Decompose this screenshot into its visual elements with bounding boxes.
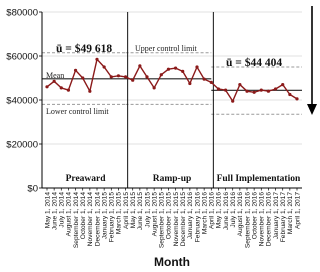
x-tick-label: January 1, 2015: [101, 192, 109, 240]
x-tick-label: April 1, 2015: [122, 192, 130, 230]
data-point: [88, 90, 91, 93]
phase-label: Ramp-up: [152, 174, 192, 184]
x-tick-label: July 1, 2014: [58, 192, 66, 228]
lcl-annotation: Lower control limit: [46, 107, 109, 116]
x-tick-label: July 1, 2016: [230, 192, 238, 228]
desired-direction: [307, 6, 320, 115]
data-point: [174, 67, 177, 70]
x-tick-label: May 1, 2016: [215, 192, 223, 229]
data-point: [274, 87, 277, 90]
x-tick-label: December 1, 2014: [94, 192, 102, 247]
x-tick-label: September 1, 2015: [158, 192, 166, 249]
data-point: [288, 93, 291, 96]
x-tick-label: May 1, 2014: [44, 192, 52, 229]
x-tick-label: October 1, 2015: [165, 192, 173, 240]
x-tick-label: January 1, 2016: [187, 192, 195, 240]
y-axis-ticks: [6, 8, 42, 195]
x-tick-label: February 1, 2016: [194, 192, 202, 243]
x-tick-label: March 1, 2015: [115, 192, 123, 235]
mean-annotation-preaward: ū = $49 618: [56, 43, 113, 55]
x-tick-label: July 1, 2015: [144, 192, 152, 228]
x-tick-label: June 1, 2016: [222, 192, 230, 231]
data-point: [60, 86, 63, 89]
data-point: [210, 81, 213, 84]
mean-annotation-full: ū = $44 404: [226, 57, 283, 69]
data-point: [281, 83, 284, 86]
grid-lines: [42, 12, 302, 144]
x-tick-label: June 1, 2015: [137, 192, 145, 231]
x-tick-label: October 1, 2016: [251, 192, 259, 240]
x-tick-label: November 1, 2015: [172, 192, 180, 247]
data-point: [117, 74, 120, 77]
data-point: [167, 68, 170, 71]
x-tick-label: December 1, 2015: [180, 192, 188, 247]
data-point: [267, 90, 270, 93]
data-point: [181, 70, 184, 73]
x-tick-label: April 1, 2016: [208, 192, 216, 230]
x-tick-label: August 1, 2016: [237, 192, 245, 237]
x-tick-label: April 1, 2017: [294, 192, 302, 230]
x-tick-label: October 1, 2014: [80, 192, 88, 240]
phase-labels: [66, 174, 301, 184]
x-tick-label: June 1, 2014: [51, 192, 59, 231]
phase-label: Full Implementation: [216, 174, 301, 184]
data-point: [45, 85, 48, 88]
x-tick-label: November 1, 2014: [87, 192, 95, 247]
data-point: [124, 75, 127, 78]
data-point: [238, 83, 241, 86]
x-tick-label: August 1, 2015: [151, 192, 159, 237]
x-tick-label: March 1, 2017: [287, 192, 295, 235]
data-point: [81, 76, 84, 79]
data-point: [195, 65, 198, 68]
y-tick-label: $0: [27, 183, 38, 195]
data-point: [145, 75, 148, 78]
x-tick-label: November 1, 2016: [258, 192, 266, 247]
data-point: [131, 79, 134, 82]
phase-means: [42, 79, 302, 90]
data-point: [231, 100, 234, 103]
x-tick-label: February 1, 2017: [280, 192, 288, 243]
data-point: [160, 73, 163, 76]
data-point: [224, 89, 227, 92]
data-point: [138, 64, 141, 67]
x-tick-label: August 1, 2014: [65, 192, 73, 237]
y-tick-label: $20000: [6, 139, 38, 151]
phase-label: Preaward: [65, 174, 106, 184]
data-point: [74, 69, 77, 72]
x-tick-label: September 1, 2014: [72, 192, 80, 249]
y-tick-label: $40000: [6, 95, 38, 107]
ucl-annotation: Upper control limit: [135, 44, 197, 53]
x-tick-label: September 1, 2016: [244, 192, 252, 249]
x-axis-label: Month: [154, 255, 190, 269]
x-axis-ticks: [44, 188, 301, 248]
data-point: [260, 89, 263, 92]
x-tick-label: May 1, 2015: [130, 192, 138, 229]
data-point: [153, 86, 156, 89]
mean-annotation: Mean: [46, 71, 65, 80]
x-tick-label: February 1, 2015: [108, 192, 116, 243]
data-point: [295, 97, 298, 100]
x-tick-label: March 1, 2016: [201, 192, 209, 235]
x-tick-label: December 1, 2016: [265, 192, 273, 247]
x-tick-label: January 1, 2017: [272, 192, 280, 240]
direction-arrow-head: [307, 104, 317, 115]
data-point: [217, 87, 220, 90]
data-point: [188, 82, 191, 85]
data-point: [67, 89, 70, 92]
y-tick-label: $80000: [6, 7, 38, 19]
data-point: [110, 75, 113, 78]
data-point: [95, 58, 98, 61]
y-tick-label: $60000: [6, 51, 38, 63]
data-point: [103, 65, 106, 68]
data-point: [253, 91, 256, 94]
data-point: [53, 80, 56, 83]
data-point: [245, 90, 248, 93]
data-point: [203, 78, 206, 81]
